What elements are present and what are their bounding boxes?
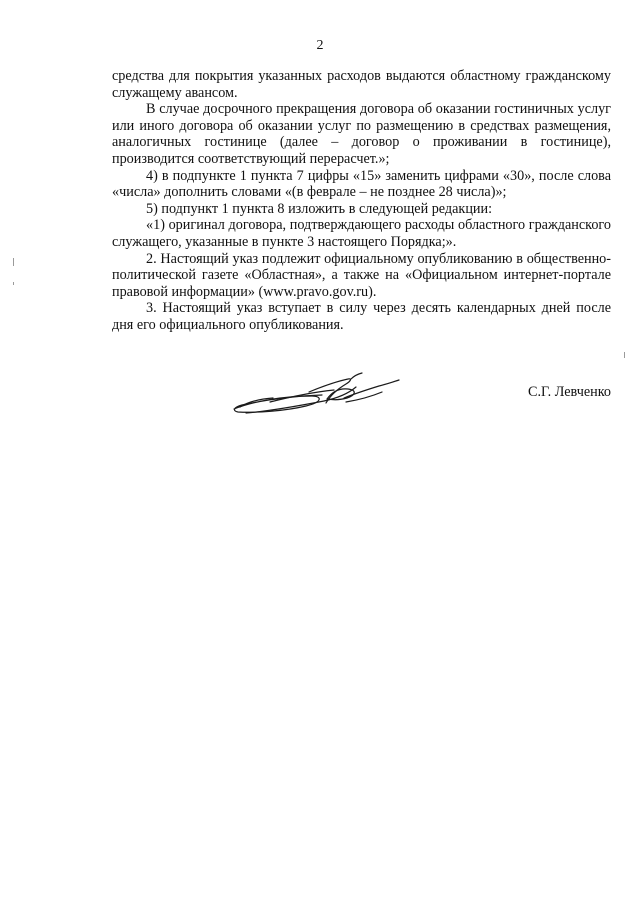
handwritten-signature [230, 372, 406, 420]
signature-drawing [230, 372, 406, 420]
page-number: 2 [316, 38, 324, 53]
paragraph-item-5: 5) подпункт 1 пункта 8 изложить в следующей редакции: [146, 200, 493, 217]
scan-artifact [624, 352, 625, 358]
paragraph-item-4: 4) в подпункте 1 пункта 7 цифры «15» заменить цифрами «30», после слова «числа» дополнить словами «(в феврале – не позднее 28 числа)»; [112, 167, 611, 201]
paragraph-item-5-text: «1) оригинал договора, подтверждающего расходы областного гражданского служащего, указанные в пункте 3 настоящего Порядка;». [112, 217, 611, 250]
signer-name: С.Г. Левченко [528, 384, 611, 400]
paragraph-continuation: средства для покрытия указанных расходов выдаются областному гражданскому служащему авансом. [112, 68, 611, 101]
scan-artifact [13, 282, 14, 285]
paragraph-early-termination: В случае досрочного прекращения договора об оказании гостиничных услуг или иного договора об оказании услуг по размещению в средствах размещения, аналогичных гостинице (далее – договор о проживании в гостинице), производится соответствующий перерасчет.»; [112, 101, 611, 167]
paragraph-section-3: 3. Настоящий указ вступает в силу через десять календарных дней после дня его официального опубликования. [112, 300, 611, 333]
document-body [112, 68, 611, 334]
paragraph-section-2: 2. Настоящий указ подлежит официальному опубликованию в общественно-политической газете «Областная», а также на «Официальном интернет-портале правовой информации» (www.pravo.gov.ru). [112, 250, 611, 300]
scan-artifact [13, 258, 14, 266]
